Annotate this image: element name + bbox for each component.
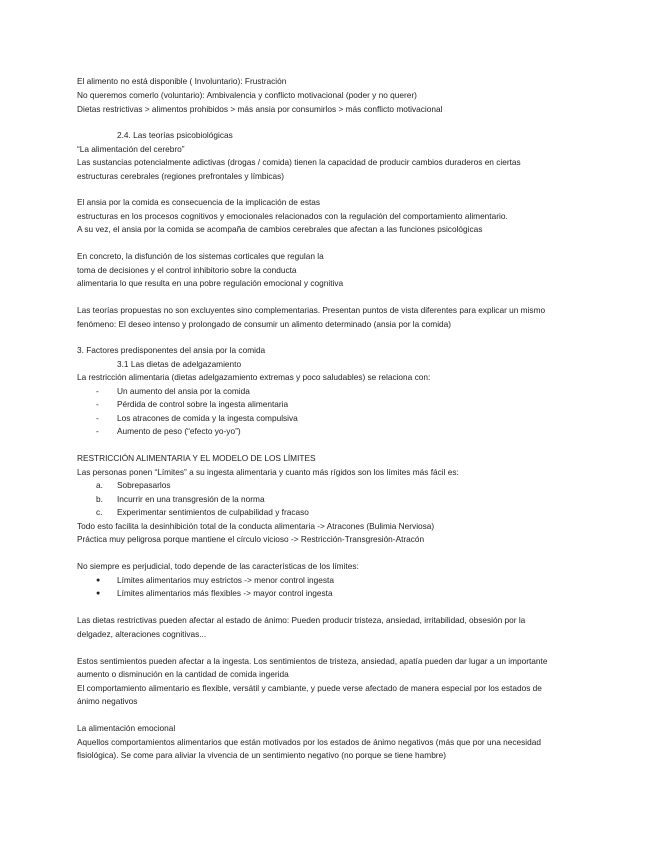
- paragraph-line: ánimo negativos: [77, 696, 138, 706]
- list-intro: No siempre es perjudicial, todo depende de las características de los límites:: [77, 561, 359, 571]
- letter-marker: c.: [96, 507, 103, 517]
- dash-marker: -: [96, 386, 99, 396]
- paragraph-line: Estos sentimientos pueden afectar a la ingesta. Los sentimientos de tristeza, ansiedad, apatía pueden dar lugar a un importante: [77, 656, 548, 666]
- intro-line-1: El alimento no está disponible ( Involuntario): Frustración: [77, 76, 287, 86]
- paragraph-line: alimentaria lo que resulta en una pobre regulación emocional y cognitiva: [77, 278, 344, 288]
- section-quote: “La alimentación del cerebro”: [77, 144, 185, 154]
- paragraph-line: Las dietas restrictivas pueden afectar al estado de ánimo: Pueden producir tristeza, ansiedad, irritabilidad, obsesión por la: [77, 615, 526, 625]
- list-item: Experimentar sentimientos de culpabilidad y fracaso: [117, 507, 309, 517]
- paragraph-line: aumento o disminución en la cantidad de comida ingerida: [77, 669, 289, 679]
- intro-line-3: Dietas restrictivas > alimentos prohibidos > más ansia por consumirlos > más conflicto motivacional: [77, 104, 443, 114]
- list-item: Un aumento del ansia por la comida: [117, 386, 250, 396]
- section-heading: 3. Factores predisponentes del ansia por la comida: [77, 345, 266, 355]
- subsection-heading: 3.1 Las dietas de adelgazamiento: [117, 359, 242, 369]
- dash-marker: -: [96, 413, 99, 423]
- list-item: Pérdida de control sobre la ingesta alimentaria: [117, 399, 289, 409]
- bullet-marker: ●: [96, 590, 101, 597]
- list-item: Aumento de peso (“efecto yo-yo”): [117, 426, 241, 436]
- paragraph-line: fisiológica). Se come para aliviar la vivencia de un sentimiento negativo (no porque se tiene hambre): [77, 750, 446, 760]
- paragraph-line: Práctica muy peligrosa porque mantiene el círculo vicioso -> Restricción-Transgresión-Atracón: [77, 534, 425, 544]
- paragraph-line: toma de decisiones y el control inhibitorio sobre la conducta: [77, 265, 297, 275]
- letter-marker: b.: [96, 494, 103, 504]
- paragraph-line: fenómeno: El deseo intenso y prolongado de consumir un alimento determinado (ansia por la comida): [77, 319, 452, 329]
- section-heading: RESTRICCIÓN ALIMENTARIA Y EL MODELO DE LOS LÍMITES: [77, 453, 316, 463]
- paragraph-line: El ansia por la comida es consecuencia de la implicación de estas: [77, 197, 321, 207]
- paragraph-line: Las teorías propuestas no son excluyentes sino complementarias. Presentan puntos de vista diferentes para explicar un mismo: [77, 305, 546, 315]
- dash-marker: -: [96, 426, 99, 436]
- paragraph-line: El comportamiento alimentario es flexible, versátil y cambiante, y puede verse afectado de manera especial por los estados de: [77, 683, 542, 693]
- paragraph-line: Las sustancias potencialmente adictivas (drogas / comida) tienen la capacidad de producir cambios duraderos en ciertas: [77, 157, 521, 167]
- list-intro: La restricción alimentaria (dietas adelgazamiento extremas y poco saludables) se relaciona con:: [77, 372, 431, 382]
- list-item: Los atracones de comida y la ingesta compulsiva: [117, 413, 298, 423]
- bullet-marker: ●: [96, 577, 101, 584]
- paragraph-line: A su vez, el ansia por la comida se acompaña de cambios cerebrales que afectan a las funciones psicológicas: [77, 224, 483, 234]
- list-intro: Las personas ponen “Límites” a su ingesta alimentaria y cuanto más rígidos son los límites más fácil es:: [77, 467, 459, 477]
- letter-marker: a.: [96, 480, 103, 490]
- list-item: Límites alimentarios muy estrictos -> menor control ingesta: [117, 575, 334, 585]
- list-item: Límites alimentarios más flexibles -> mayor control ingesta: [117, 588, 333, 598]
- dash-marker: -: [96, 399, 99, 409]
- list-item: Sobrepasarlos: [117, 480, 171, 490]
- paragraph-line: Aquellos comportamientos alimentarios que están motivados por los estados de ánimo negativos (más que por una necesidad: [77, 737, 541, 747]
- paragraph-line: estructuras en los procesos cognitivos y emocionales relacionados con la regulación del comportamiento alimentario.: [77, 211, 508, 221]
- paragraph-line: En concreto, la disfunción de los sistemas corticales que regulan la: [77, 251, 324, 261]
- list-item: Incurrir en una transgresión de la norma: [117, 494, 265, 504]
- paragraph-line: delgadez, alteraciones cognitivas...: [77, 629, 207, 639]
- paragraph-line: Todo esto facilita la desinhibición total de la conducta alimentaria -> Atracones (Bulimia Nerviosa): [77, 521, 435, 531]
- section-heading: La alimentación emocional: [77, 723, 176, 733]
- section-heading: 2.4. Las teorías psicobiológicas: [117, 130, 233, 140]
- paragraph-line: estructuras cerebrales (regiones prefrontales y límbicas): [77, 171, 285, 181]
- intro-line-2: No queremos comerlo (voluntario): Ambivalencia y conflicto motivacional (poder y no querer): [77, 90, 417, 100]
